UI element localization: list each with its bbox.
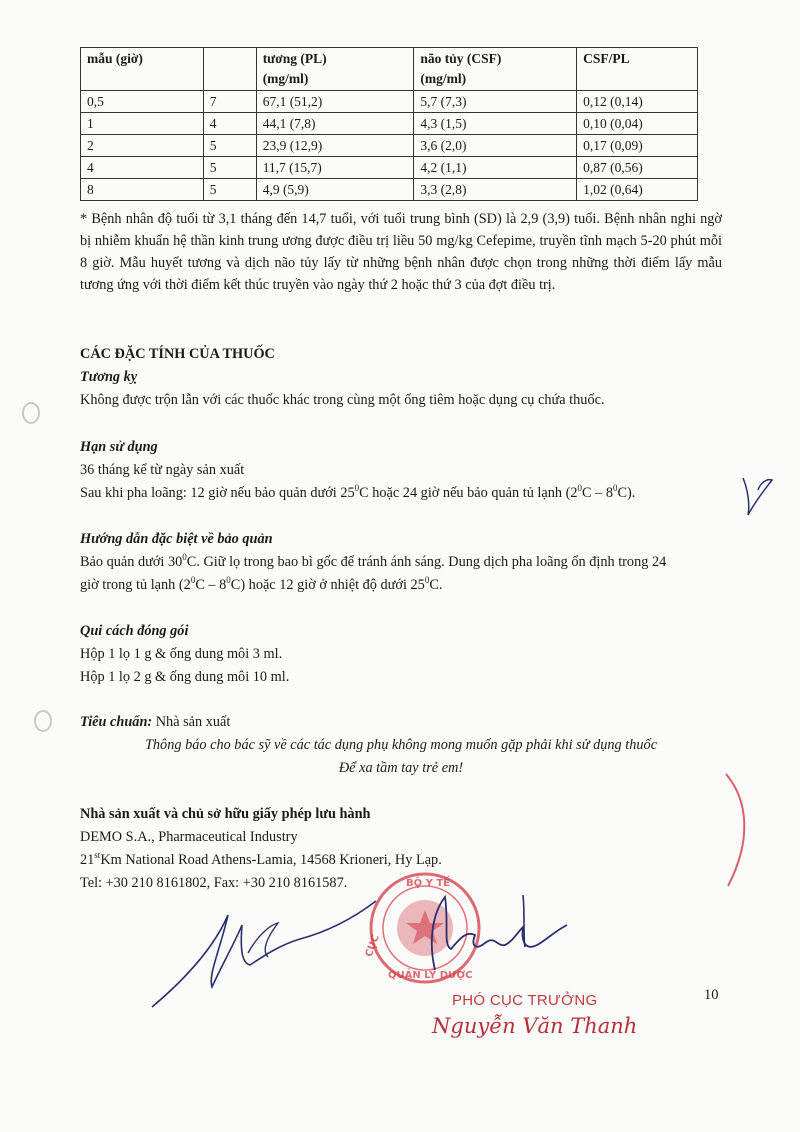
margin-handwritten-mark [738,470,778,520]
table-footnote: * Bệnh nhân độ tuổi từ 3,1 tháng đến 14,7 tuổi, với tuổi trung bình (SD) là 2,9 (3,9) tuổi. Bệnh nhân nghi ngờ bị nhiễm khuẩn hệ thần kinh trung ương được điều trị liều 50 mg/kg Cefepime, truyền tĩnh mạch 5-20 phút mỗi 8 giờ. Mẫu huyết tương và dịch não tủy lấy từ những bệnh nhân được chọn trong những thời điểm lấy mẫu tương ứng với thời điểm kết thúc truyền vào ngày thứ 2 hoặc thứ 3 của đợt điều trị. [80,211,722,293]
manufacturer-heading: Nhà sản xuất và chủ sở hữu giấy phép lưu hành [80,806,371,822]
table-row [81,157,698,179]
table-cell: 5 [203,135,256,157]
table-cell: 2 [81,135,204,157]
table-cell: 3,3 (2,8) [414,179,577,201]
subheading-packaging: Qui cách đóng gói [80,623,189,639]
official-signature [405,885,575,980]
manufacturer-address: 21stKm National Road Athens-Lamia, 14568 Krioneri, Hy Lạp. [80,850,442,868]
page-number: 10 [704,987,719,1003]
stamp-text-left: CỤC [363,933,382,959]
table-cell: 23,9 (12,9) [256,135,414,157]
storage-line1: Bảo quản dưới $30^0C$. Giữ lọ trong bao bì gốc để tránh ánh sáng. Dung dịch pha loãng ổn định trong 24 [80,552,667,570]
packaging-line2: Hộp 1 lọ 2 g & ống dung môi 10 ml. [80,669,290,685]
table-cell: 4,2 (1,1) [414,157,577,179]
table-cell: 4,3 (1,5) [414,113,577,135]
header-plasma: tương (PL) (mg/ml) [256,48,414,91]
table-row [81,113,698,135]
subheading-storage: Hướng dẫn đặc biệt về bảo quản [80,531,273,547]
signatory-title: PHÓ CỤC TRƯỞNG [452,992,598,1009]
stamp-text-bottom: QUẢN LÝ DƯỢC [388,970,473,981]
manufacturer-signature [150,895,380,1010]
table-cell: 0,87 (0,56) [577,157,698,179]
table-cell: 67,1 (51,2) [256,91,414,113]
packaging-line1: Hộp 1 lọ 1 g & ống dung môi 3 ml. [80,646,283,662]
table-cell: 3,6 (2,0) [414,135,577,157]
table-cell: 0,10 (0,04) [577,113,698,135]
notice-doctor: Thông báo cho bác sỹ về các tác dụng phụ không mong muốn gặp phải khi sử dụng thuốc [144,737,658,753]
table-cell: 44,1 (7,8) [256,113,414,135]
table-cell: 11,7 (15,7) [256,157,414,179]
table-row [81,91,698,113]
punch-hole-top [22,402,40,424]
table-cell: 5 [203,179,256,201]
table-cell: 4 [203,113,256,135]
notice-children: Để xa tầm tay trẻ em! [338,760,464,776]
table-cell: 8 [81,179,204,201]
table-cell: 0,17 (0,09) [577,135,698,157]
stamp-text-top: BỘ Y TẾ [406,878,450,889]
table-cell: 5,7 (7,3) [414,91,577,113]
header-ratio: CSF/PL [577,48,698,91]
incompatibilities-text: Không được trộn lẫn với các thuốc khác trong cùng một ống tiêm hoặc dụng cụ chứa thuốc. [80,392,605,408]
table-cell: 0,12 (0,14) [577,91,698,113]
table-cell: 5 [203,157,256,179]
subheading-shelf-life: Hạn sử dụng [80,439,158,455]
table-cell: 1 [81,113,204,135]
table-cell: 4 [81,157,204,179]
table-cell: 7 [203,91,256,113]
standard-line: Tiêu chuẩn: Nhà sản xuất [80,714,231,730]
header-csf: não tủy (CSF) (mg/ml) [414,48,577,91]
punch-hole-bottom [34,710,52,732]
margin-red-arc [718,770,758,890]
table-row [81,135,698,157]
manufacturer-name: DEMO S.A., Pharmaceutical Industry [80,829,298,845]
signatory-name: Nguyễn Văn Thanh [432,1014,638,1038]
storage-line2: giờ trong tủ lạnh $(2^0C - 8^0C)$ hoặc 12 giờ ở nhiệt độ dưới $25^0C$. [80,575,443,593]
section-heading-properties: CÁC ĐẶC TÍNH CỦA THUỐC [80,346,275,362]
table-header-row [81,48,698,91]
table-cell: 0,5 [81,91,204,113]
manufacturer-contact: Tel: +30 210 8161802, Fax: +30 210 8161587. [80,875,348,891]
shelf-life-line1: 36 tháng kể từ ngày sản xuất [80,462,245,478]
pharmacokinetics-table [80,47,698,201]
shelf-life-line2: Sau khi pha loãng: 12 giờ nếu bảo quản dưới $25^0C$ hoặc 24 giờ nếu bảo quản tủ lạnh $(2^0C - 8^0C)$. [80,483,636,501]
table-cell: 4,9 (5,9) [256,179,414,201]
table-row [81,179,698,201]
header-sample-time: mẫu (giờ) [81,48,204,91]
header-n [203,48,256,91]
table-cell: 1,02 (0,64) [577,179,698,201]
subheading-incompatibilities: Tương kỵ [80,369,138,385]
